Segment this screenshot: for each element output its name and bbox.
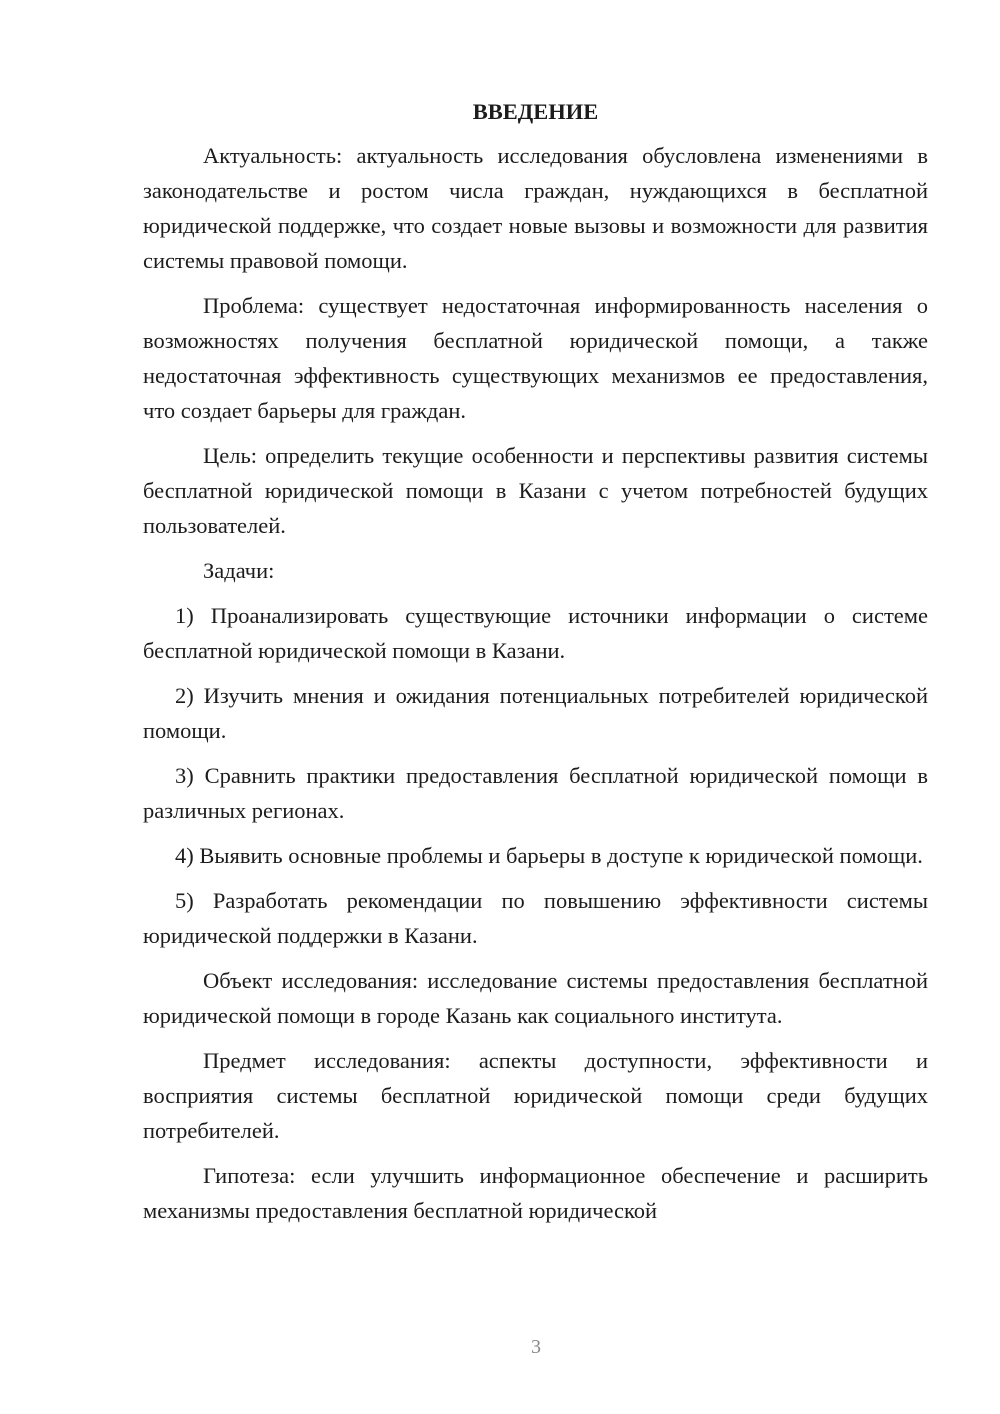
paragraph-tasks-label: Задачи: [203,558,275,583]
task-item-4: 4) Выявить основные проблемы и барьеры в доступе к юридической помощи. [175,843,923,868]
task-item-1: 1) Проанализировать существующие источники информации о системе бесплатной юридической помощи в Казани. [143,603,928,663]
task-item-2: 2) Изучить мнения и ожидания потенциальных потребителей юридической помощи. [143,683,928,743]
paragraph-hypothesis: Гипотеза: если улучшить информационное обеспечение и расширить механизмы предоставления бесплатной юридической [143,1163,928,1223]
paragraph-relevance: Актуальность: актуальность исследования обусловлена изменениями в законодательстве и ростом числа граждан, нуждающихся в бесплатной юридической поддержке, что создает новые вызовы и возможности для развития системы правовой помощи. [143,143,928,273]
document-body [143,96,928,1238]
paragraph-subject: Предмет исследования: аспекты доступности, эффективности и восприятия системы бесплатной юридической помощи среди будущих потребителей. [143,1048,928,1143]
paragraph-object: Объект исследования: исследование системы предоставления бесплатной юридической помощи в городе Казань как социального института. [143,968,928,1028]
section-heading: ВВЕДЕНИЕ [472,99,599,124]
paragraph-goal: Цель: определить текущие особенности и перспективы развития системы бесплатной юридической помощи в Казани с учетом потребностей будущих пользователей. [143,443,928,538]
paragraph-problem: Проблема: существует недостаточная информированность населения о возможностях получения бесплатной юридической помощи, а также недостаточная эффективность существующих механизмов ее предоставления, что создает барьеры для граждан. [143,293,928,423]
task-item-5: 5) Разработать рекомендации по повышению эффективности системы юридической поддержки в Казани. [143,888,928,948]
page-number: 3 [531,1336,541,1358]
task-item-3: 3) Сравнить практики предоставления бесплатной юридической помощи в различных регионах. [143,763,928,823]
